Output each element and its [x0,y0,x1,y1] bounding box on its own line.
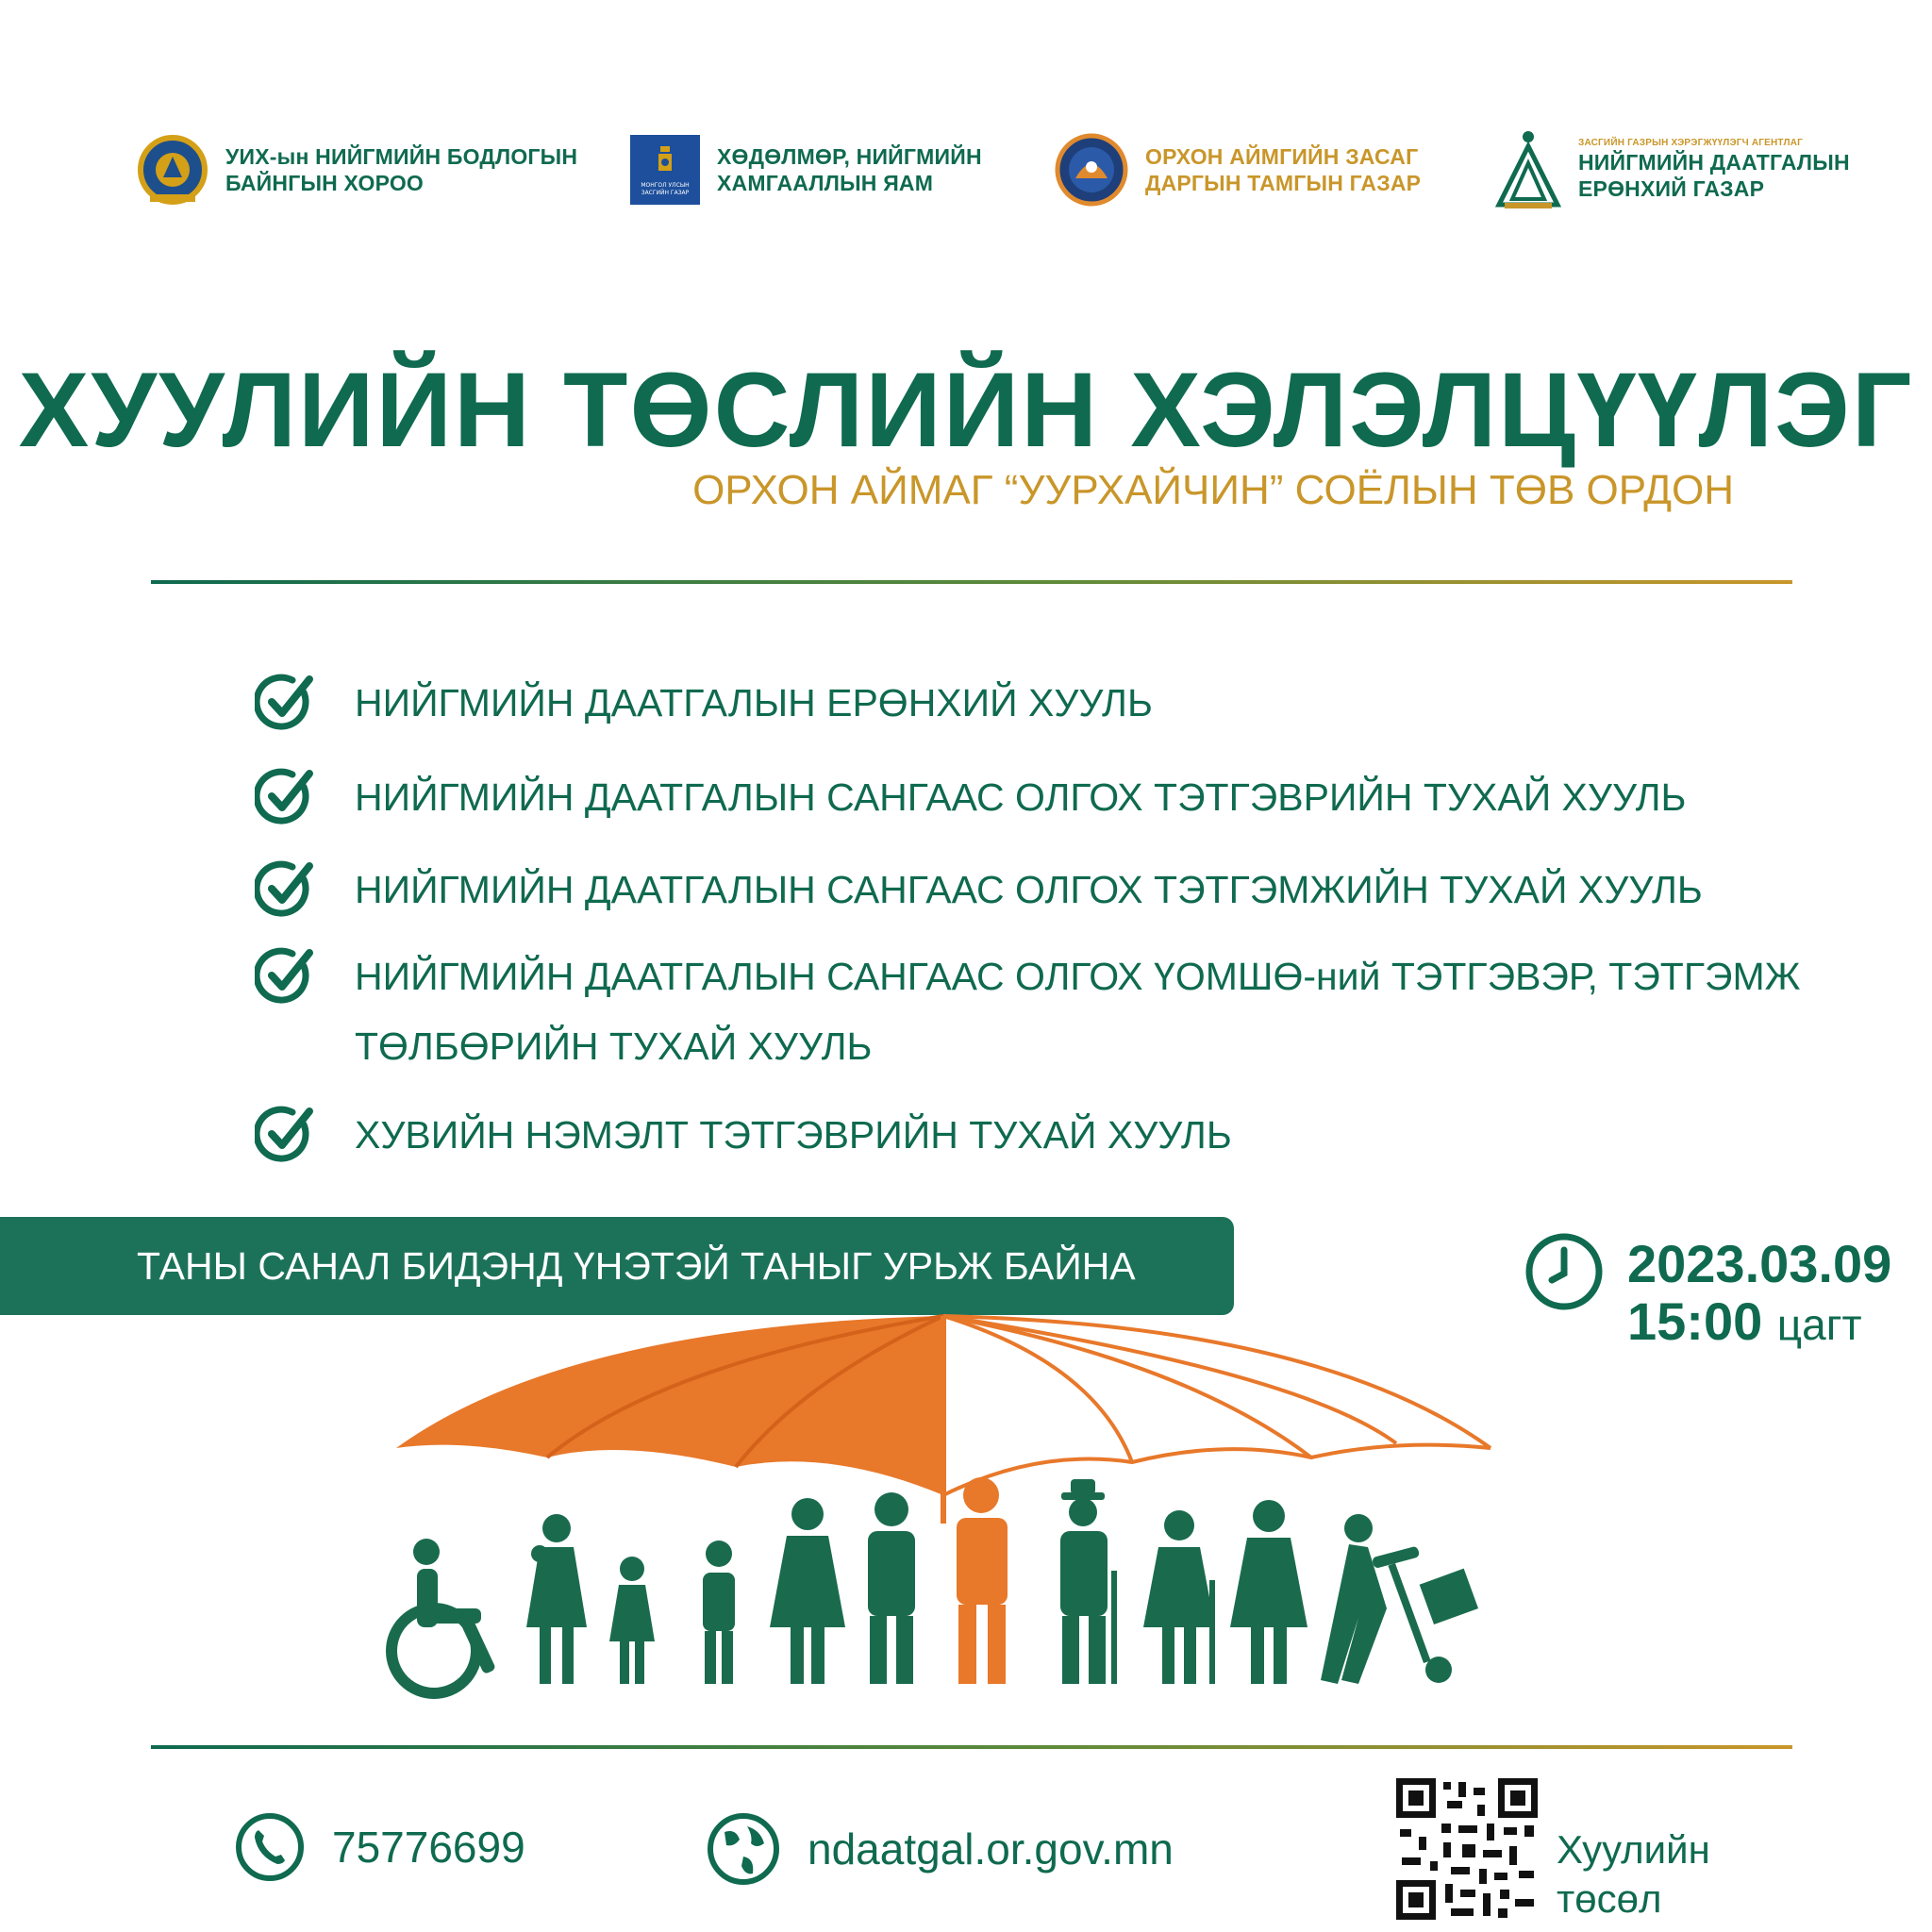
umbrella-canopy-filled [396,1316,943,1495]
logo-line2: ХАМГААЛЛЫН ЯАМ [717,171,934,195]
venue-subtitle: ОРХОН АЙМАГ “УУРХАЙЧИН” СОЁЛЫН ТӨВ ОРДОН [692,467,1734,513]
law-title [355,762,1686,832]
qr-code-icon[interactable] [1396,1778,1538,1920]
person-boy-icon [703,1541,735,1684]
invitation-banner: ТАНЫ САНАЛ БИДЭНД ҮНЭТЭЙ ТАНЫГ УРЬЖ БАЙНА [0,1217,1234,1315]
state-emblem-icon [137,132,208,208]
footer-phone [234,1811,525,1883]
person-elderly-woman-icon [1143,1510,1215,1684]
umbrella-canopy-outline [943,1316,1491,1495]
logo-parliament-committee [137,127,577,212]
person-woman-icon [770,1498,845,1684]
orkhon-seal-icon [1055,133,1128,207]
social-insurance-logo-icon [1495,129,1561,210]
logo-orkhon-governor [1055,127,1421,212]
globe-icon [706,1811,781,1887]
check-circle-icon [255,945,315,1006]
svg-text:ЗАСГИЙН ГАЗАР: ЗАСГИЙН ГАЗАР [641,190,690,196]
law-title [355,1100,1232,1170]
logo-line1: НИЙГМИЙН ДААТГАЛЫН [1578,150,1850,175]
event-datetime [1627,1236,1891,1354]
person-highlighted-icon [957,1477,1008,1684]
logo-line2: ЕРӨНХИЙ ГАЗАР [1578,176,1765,201]
law-title-line: НИЙГМИЙН ДААТГАЛЫН САНГААС ОЛГОХ ТЭТГЭМЖИЙН ТУХАЙ ХУУЛЬ [355,868,1703,911]
person-worker-icon [1321,1514,1478,1684]
website-link[interactable]: ndaatgal.or.gov.mn [808,1824,1174,1874]
law-title-line: ХУВИЙН НЭМЭЛТ ТЭТГЭВРИЙН ТУХАЙ ХУУЛЬ [355,1113,1232,1157]
law-title-line: НИЙГМИЙН ДААТГАЛЫН ЕРӨНХИЙ ХУУЛЬ [355,681,1153,724]
person-mother-icon [526,1514,587,1684]
page-title: ХУУЛИЙН ТӨСЛИЙН ХЭЛЭЛЦҮҮЛЭГ [18,351,1914,469]
umbrella-people-illustration [377,1307,1604,1703]
person-elderly-man-icon [1060,1479,1117,1684]
law-title [355,668,1153,738]
law-item [255,1104,1232,1170]
logo-line1: ОРХОН АЙМГИЙН ЗАСАГ [1145,144,1419,169]
law-item [255,858,1703,924]
logo-line1: ХӨДӨЛМӨР, НИЙГМИЙН [717,144,982,169]
law-item [255,766,1686,832]
check-circle-icon [255,766,315,826]
event-date: 2023.03.09 [1627,1234,1892,1293]
qr-label-line2: төсөл [1557,1876,1662,1921]
law-title [355,941,1801,1081]
person-man-icon [868,1492,915,1684]
law-item [255,945,1801,1081]
phone-number: 75776699 [332,1823,525,1872]
event-time-suffix: цагт [1776,1300,1862,1349]
qr-label-line1: Хуулийн [1557,1827,1710,1872]
law-title [355,855,1703,924]
check-circle-icon [255,1104,315,1164]
check-circle-icon [255,858,315,919]
law-title-line: НИЙГМИЙН ДААТГАЛЫН САНГААС ОЛГОХ ҮОМШӨ-ний ТЭТГЭВЭР, ТЭТГЭМЖ [355,955,1801,998]
check-circle-icon [255,672,315,732]
clock-icon [1524,1231,1605,1312]
person-woman2-icon [1230,1500,1307,1684]
svg-text:МОНГОЛ УЛСЫН: МОНГОЛ УЛСЫН [641,182,690,189]
footer-website [706,1811,1174,1887]
law-title-line: ТӨЛБӨРИЙН ТУХАЙ ХУУЛЬ [355,1024,873,1068]
phone-icon [234,1811,306,1883]
ministry-emblem-icon [630,135,700,205]
law-item [255,672,1153,738]
logo-line2: БАЙНГЫН ХОРОО [225,171,425,195]
logo-social-insurance [1495,127,1850,212]
person-girl-icon [609,1557,655,1684]
person-wheelchair-icon [391,1539,496,1693]
divider-bottom [151,1745,1792,1749]
logo-line2: ДАРГЫН ТАМГЫН ГАЗАР [1145,171,1422,195]
logo-line1: УИХ-ын НИЙГМИЙН БОДЛОГЫН [225,144,578,169]
qr-label [1557,1825,1710,1924]
logo-small-line: ЗАСГИЙН ГАЗРЫН ХЭРЭГЖҮҮЛЭГЧ АГЕНТЛАГ [1578,138,1803,148]
logo-ministry [630,127,982,212]
law-title-line: НИЙГМИЙН ДААТГАЛЫН САНГААС ОЛГОХ ТЭТГЭВРИЙН ТУХАЙ ХУУЛЬ [355,775,1687,819]
divider-top [151,580,1792,584]
event-time: 15:00 [1627,1291,1763,1351]
